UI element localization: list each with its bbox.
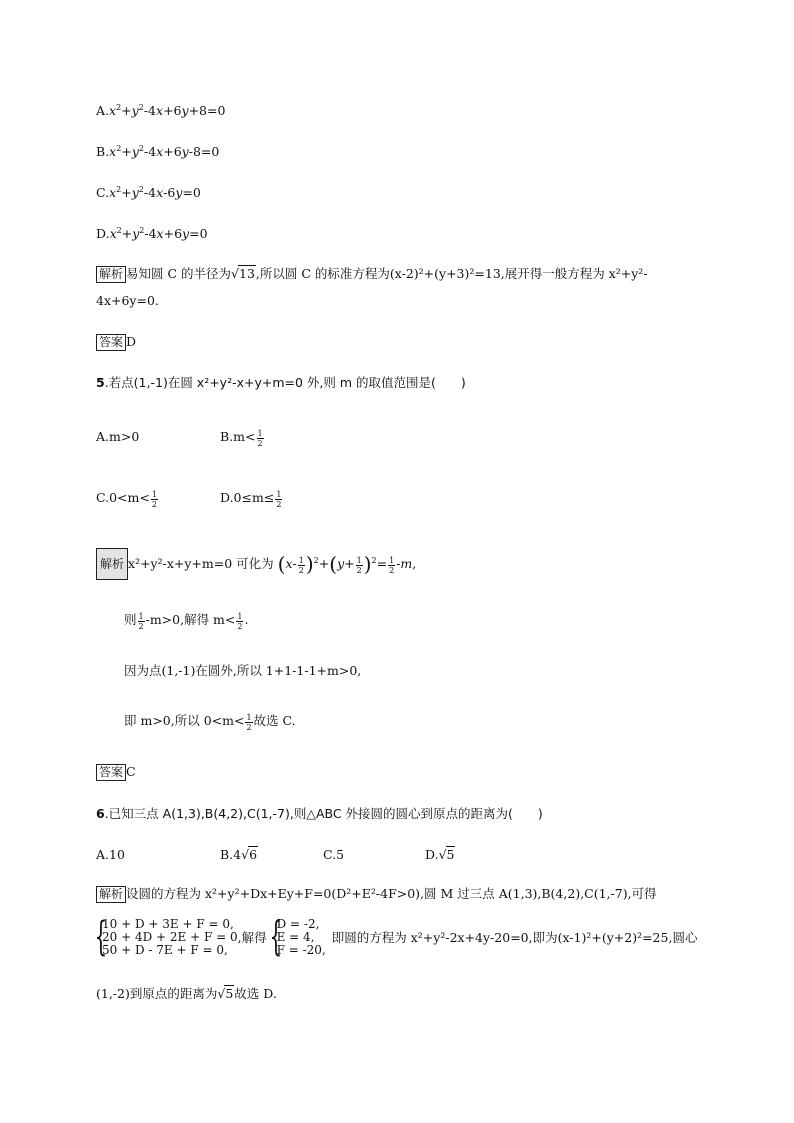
q4-option-d: $D.x^2+y^2-4x+6y=0$ [96,226,208,241]
q6-option-b: B.4√6 [220,847,258,862]
q4-option-c: $C.x^2+y^2-4x-6y=0$ [96,185,201,200]
q5-option-b: B.m< $\frac{1}{2}$ [220,429,263,448]
q4-option-a: $A.x^2+y^2-4x+6y+8=0$ [96,103,226,118]
q4-answer: 答案 D [96,333,136,351]
q5-analysis-line4: 即 m>0,所以 0<m< $\frac{1}{2}$ 故选 C. [124,713,296,732]
q6-option-a: A.10 [96,847,125,862]
equation-system-2: D = -2, E = 4, F = -20, [276,916,326,957]
q4-option-b: $B.x^2+y^2-4x+6y-8=0$ [96,144,220,159]
q5-option-a: A.m>0 [96,429,140,444]
q5-answer: 答案 C [96,763,136,781]
q6-analysis-systems: { 10 + D + 3E + F = 0, 20 + 4D + 2E + F = 0 50 + D - 7E + F = 0, ,解得 { D = -2, E = 4, F = -20, 即圆的方程为 x²+y²-2x+4y-20=0,即为(x-1)²+(y+2)²=25,圆心 [94,914,698,960]
q4-analysis-line1: 解析 易知圆 C 的半径为√13,所以圆 C 的标准方程为(x-2)²+(y+3)²=13,展开得一般方程为 x²+y²- [96,265,648,283]
analysis-tag: 解析 [96,266,126,283]
q5-option-d: D.0≤m≤ $\frac{1}{2}$ [220,490,282,509]
q5-analysis-line3: 因为点(1,-1)在圆外,所以 1+1-1-1+m>0, [124,663,362,678]
sqrt-13: √13 [231,266,255,281]
answer-tag: 答案 [96,334,126,351]
equation-system-1: 10 + D + 3E + F = 0, 20 + 4D + 2E + F = 0 50 + D - 7E + F = 0, [102,916,238,957]
q6-stem: 6.已知三点 A(1,3),B(4,2),C(1,-7),则△ABC 外接圆的圆心到原点的距离为( ) [96,806,543,821]
q5-analysis-line2: 则 $\frac{1}{2}$ -m>0,解得 m< $\frac{1}{2}$ . [124,612,249,631]
analysis-tag: 解析 [96,548,128,580]
q6-analysis-line3: (1,-2)到原点的距离为√5故选 D. [96,986,277,1001]
q5-stem: 5.若点(1,-1)在圆 x²+y²-x+y+m=0 外,则 m 的取值范围是( ) [96,375,466,390]
q5-option-c: C.0<m< $\frac{1}{2}$ [96,490,157,509]
answer-tag: 答案 [96,764,126,781]
q6-analysis-line1: 解析 设圆的方程为 x²+y²+Dx+Ey+F=0(D²+E²-4F>0),圆 M 过三点 A(1,3),B(4,2),C(1,-7),可得 [96,885,657,903]
q6-option-c: C.5 [323,847,345,862]
q5-analysis-line1: 解析 x²+y²-x+y+m=0 可化为 (x- $\frac{1}{2}$ )$^2$+(y+ $\frac{1}{2}$ )$^2$= $\frac{1}{2}$ -m, [96,548,416,580]
q6-option-d: D.√5 [425,847,455,862]
q4-analysis-line2: 4x+6y=0. [96,293,159,308]
analysis-tag: 解析 [96,886,126,903]
